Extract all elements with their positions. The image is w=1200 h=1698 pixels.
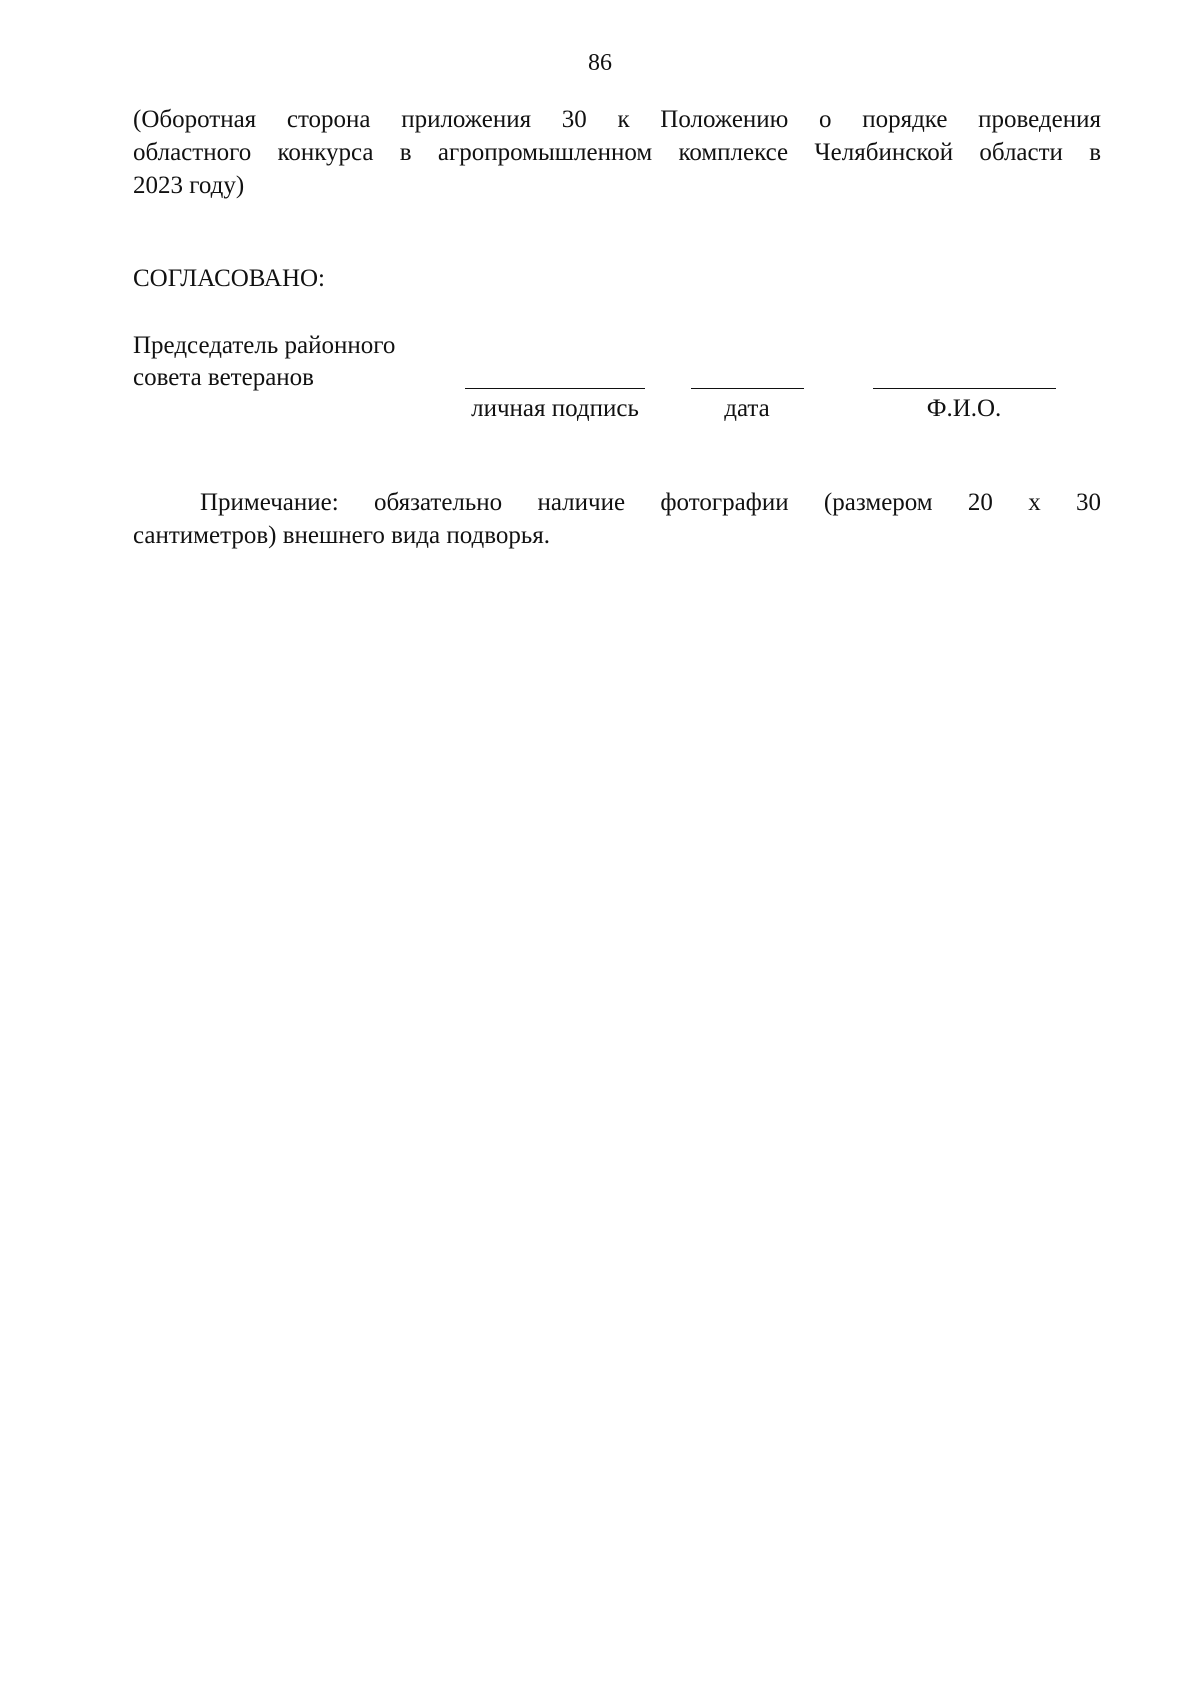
appendix-reference-note — [133, 103, 1101, 202]
appendix-reference-line: (Оборотная сторона приложения 30 к Положению о порядке проведения — [133, 106, 1101, 133]
full-name-caption: Ф.И.О. — [926, 395, 1002, 422]
approver-position-line: совета ветеранов — [133, 364, 314, 391]
approver-position — [133, 330, 395, 394]
note-line: Примечание: обязательно наличие фотографии (размером 20 х 30 — [200, 489, 1101, 516]
photo-requirement-note — [133, 486, 1101, 552]
full-name-blank-line — [873, 388, 1056, 389]
date-blank-line — [691, 388, 804, 389]
appendix-reference-line: 2023 году) — [133, 172, 245, 199]
approver-position-line: Председатель районного — [133, 332, 396, 359]
date-caption: дата — [724, 395, 770, 422]
page-number: 86 — [588, 50, 612, 76]
approved-label: СОГЛАСОВАНО: — [133, 265, 326, 292]
note-line: сантиметров) внешнего вида подворья. — [133, 522, 551, 549]
signature-blank-line — [465, 388, 645, 389]
signature-caption: личная подпись — [471, 395, 639, 422]
appendix-reference-line: областного конкурса в агропромышленном комплексе Челябинской области в — [133, 139, 1101, 166]
